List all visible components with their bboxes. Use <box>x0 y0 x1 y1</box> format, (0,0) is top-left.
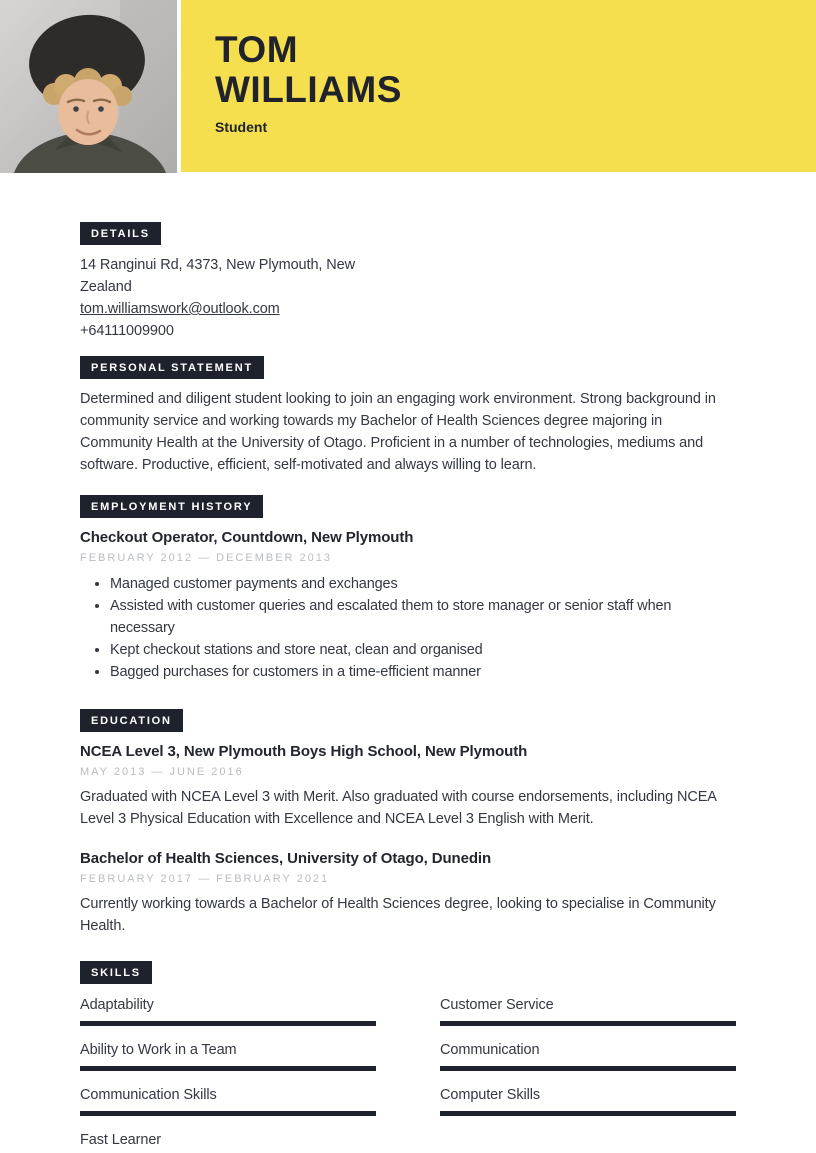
skill-item <box>80 1087 376 1116</box>
skill-item <box>440 1087 736 1116</box>
name-heading <box>215 30 816 110</box>
education-entry <box>80 850 737 937</box>
personal-statement-text: Determined and diligent student looking to join an engaging work environment. Strong background in community service and working towards my Bachelor of Health Sciences degree majoring in Community Health at the University of Otago. Proficient in a number of technologies, mediums and software. Productive, efficient, self-motivated and always willing to learn. <box>80 391 716 473</box>
job-bullet: • Assisted with customer queries and escalated them to store manager or senior staff when necessary <box>110 595 737 639</box>
skill-label: Communication Skills <box>80 1087 217 1103</box>
job-entry-dates: FEBRUARY 2012 — DECEMBER 2013 <box>80 552 333 564</box>
personal-statement-heading: PERSONAL STATEMENT <box>80 356 264 379</box>
skills-heading: SKILLS <box>80 961 152 984</box>
address-line2: Zealand <box>80 279 132 295</box>
last-name: WILLIAMS <box>215 69 402 110</box>
profile-photo <box>0 0 177 173</box>
employment-entry <box>80 529 737 683</box>
education-heading: EDUCATION <box>80 709 183 732</box>
section-skills <box>80 961 737 1153</box>
education-entry <box>80 743 737 830</box>
section-personal-statement <box>80 356 737 476</box>
employment-heading: EMPLOYMENT HISTORY <box>80 495 263 518</box>
education-entry-description: Currently working towards a Bachelor of Health Sciences degree, looking to specialise in Community Health. <box>80 896 716 934</box>
email-link[interactable]: tom.williamswork@outlook.com <box>80 301 280 317</box>
job-entry-title: Checkout Operator, Countdown, New Plymouth <box>80 529 414 546</box>
education-entry-dates: MAY 2013 — JUNE 2016 <box>80 766 244 778</box>
job-title: Student <box>215 119 268 135</box>
skill-label: Computer Skills <box>440 1087 541 1103</box>
education-entry-dates: FEBRUARY 2017 — FEBRUARY 2021 <box>80 873 330 885</box>
skill-label: Communication <box>440 1042 540 1058</box>
phone-number: +64111009900 <box>80 323 174 339</box>
job-bullet-list <box>80 573 737 683</box>
education-entry-title: NCEA Level 3, New Plymouth Boys High School, New Plymouth <box>80 743 528 760</box>
skills-column-left <box>80 997 376 1153</box>
skill-label: Fast Learner <box>80 1132 162 1148</box>
details-heading: DETAILS <box>80 222 161 245</box>
resume-body <box>80 222 737 1153</box>
skill-item <box>80 1042 376 1071</box>
profile-photo-illustration <box>0 0 177 173</box>
skill-level-bar <box>440 1021 736 1026</box>
skill-item <box>80 997 376 1026</box>
address-line1: 14 Ranginui Rd, 4373, New Plymouth, New <box>80 257 355 273</box>
job-bullet: • Managed customer payments and exchanges <box>110 573 737 595</box>
job-bullet: • Kept checkout stations and store neat, clean and organised <box>110 639 737 661</box>
skill-level-bar <box>80 1021 376 1026</box>
skill-item <box>440 997 736 1026</box>
education-entry-description: Graduated with NCEA Level 3 with Merit. Also graduated with course endorsements, including NCEA Level 3 Physical Education with Excellence and NCEA Level 3 English with Merit. <box>80 789 717 827</box>
section-details <box>80 222 737 342</box>
skill-label: Ability to Work in a Team <box>80 1042 237 1058</box>
skills-column-right <box>440 997 736 1153</box>
section-education <box>80 709 737 937</box>
skill-level-bar <box>80 1111 376 1116</box>
skill-item <box>80 1132 376 1153</box>
header-banner <box>181 0 816 172</box>
skill-label: Adaptability <box>80 997 154 1013</box>
skill-level-bar <box>80 1066 376 1071</box>
skill-level-bar <box>440 1111 736 1116</box>
first-name: TOM <box>215 29 299 70</box>
education-entry-title: Bachelor of Health Sciences, University of Otago, Dunedin <box>80 850 492 867</box>
section-employment-history <box>80 495 737 683</box>
job-bullet: • Bagged purchases for customers in a time-efficient manner <box>110 661 737 683</box>
skill-label: Customer Service <box>440 997 554 1013</box>
skill-level-bar <box>440 1066 736 1071</box>
skill-item <box>440 1042 736 1071</box>
